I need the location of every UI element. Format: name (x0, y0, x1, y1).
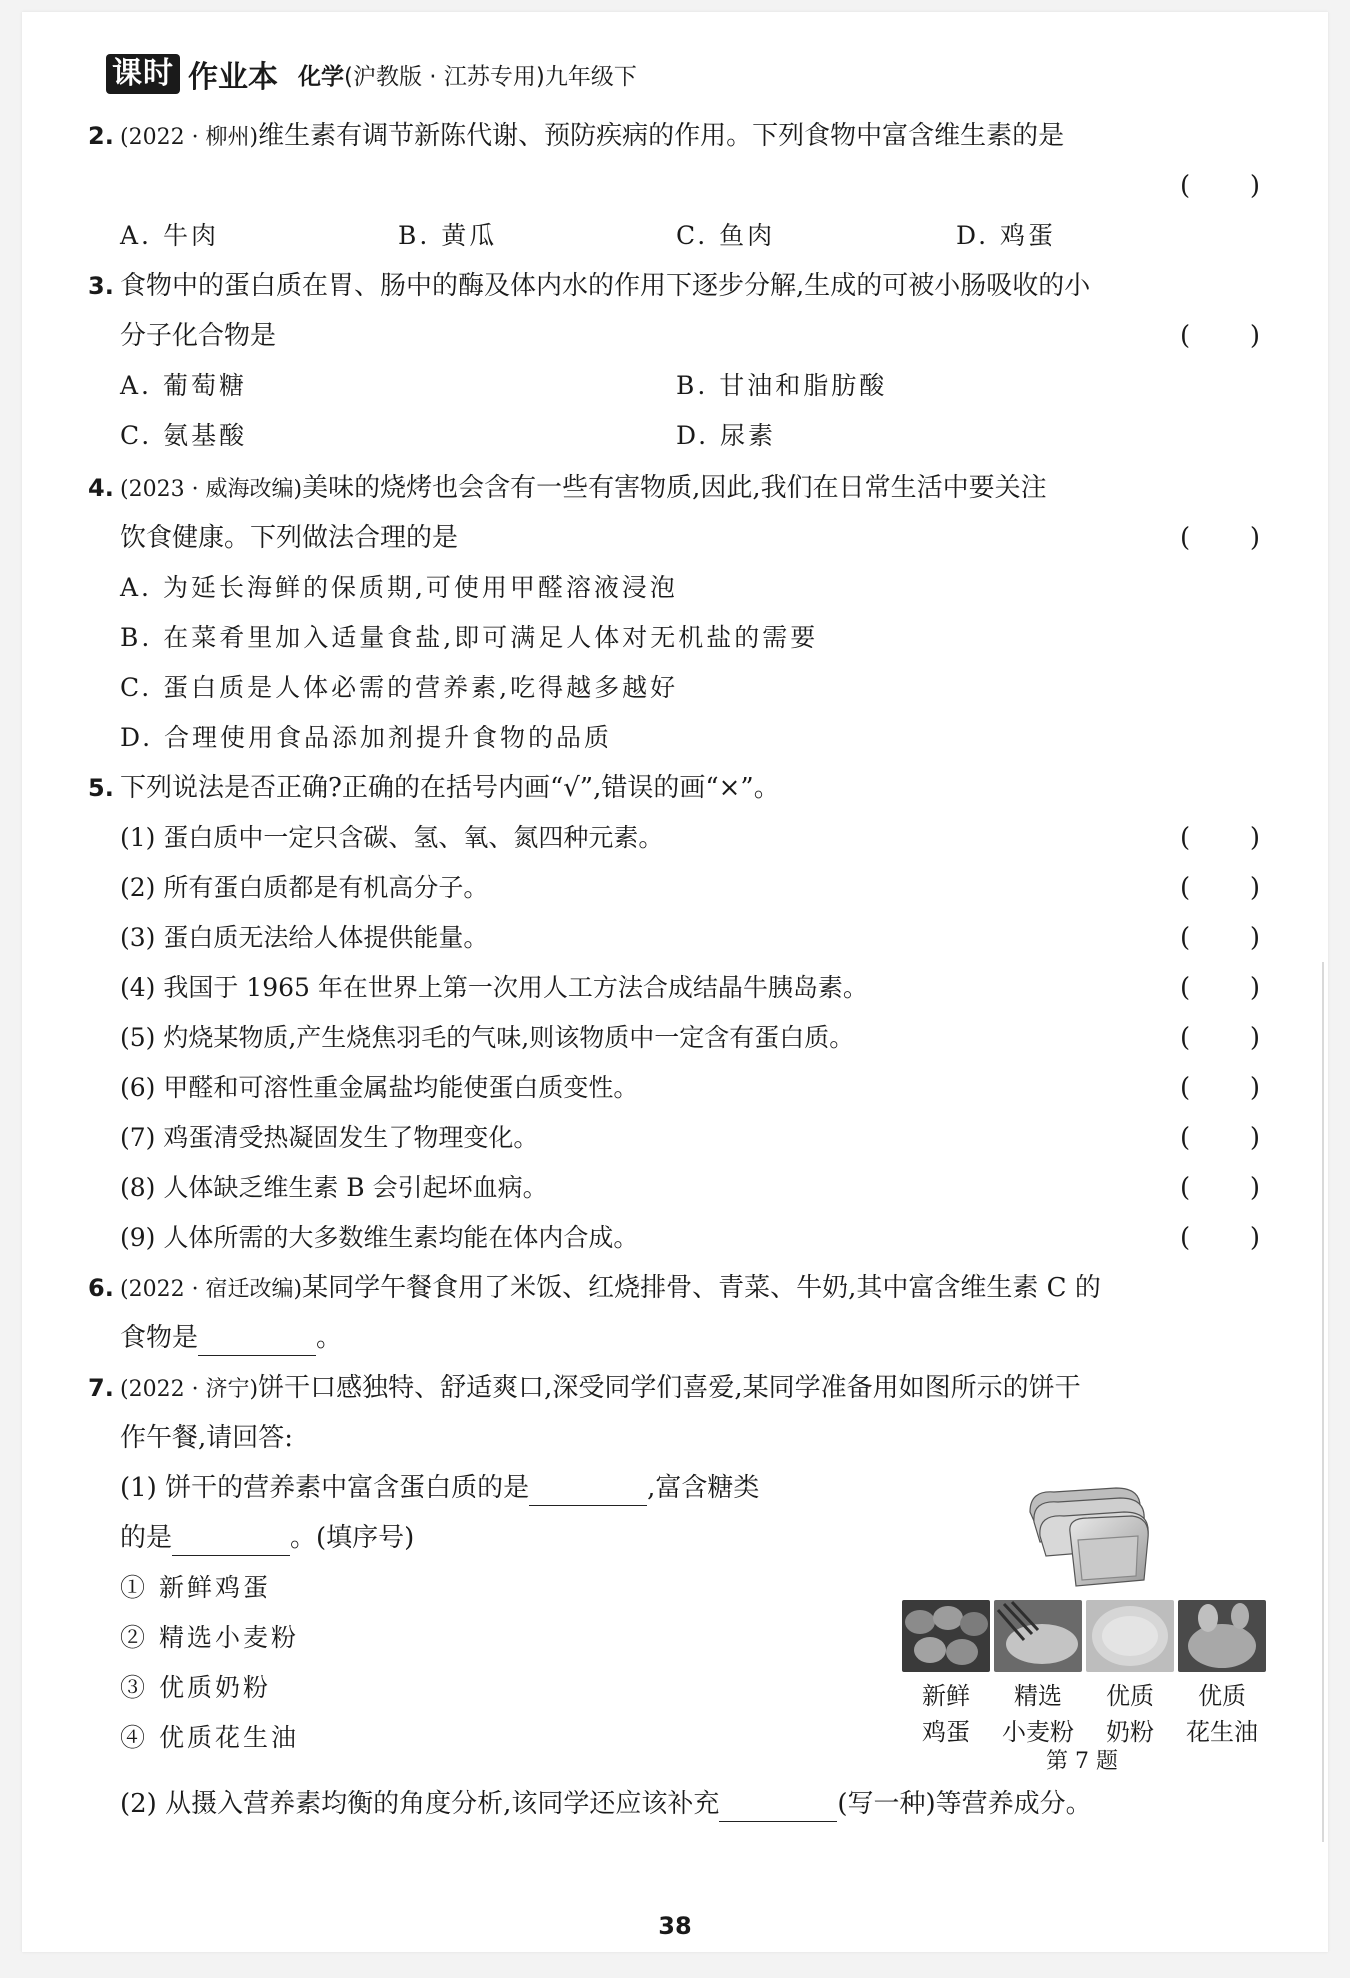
caption-line: 小麦粉 (1002, 1718, 1074, 1746)
paren-right: ) (1249, 1223, 1260, 1253)
answer-blank-protein[interactable] (529, 1475, 647, 1506)
answer-parens[interactable] (1180, 520, 1260, 556)
answer-blank[interactable] (198, 1325, 316, 1356)
sub-question-1-line-1 (120, 1470, 759, 1506)
question-number: 2. (88, 122, 114, 150)
statement-4: (4) 我国于 1965 年在世界上第一次用人工方法合成结晶牛胰岛素。 (120, 973, 868, 1002)
workbook-page (22, 12, 1328, 1952)
paren-right: ) (1249, 923, 1260, 953)
statement-7: (7) 鸡蛋清受热凝固发生了物理变化。 (120, 1123, 539, 1152)
statement-5: (5) 灼烧某物质,产生烧焦羽毛的气味,则该物质中一定含有蛋白质。 (120, 1023, 855, 1052)
question-7-figure (902, 1482, 1262, 1772)
question-stem (120, 118, 1064, 156)
biscuit-stack-image (1024, 1482, 1154, 1592)
caption-milk-powder (1084, 1678, 1176, 1750)
option-b[interactable]: B. 甘油和脂肪酸 (676, 371, 888, 400)
stem-text: 食物是 (120, 1323, 199, 1353)
paren-left: ( (1180, 171, 1191, 201)
logo-boxed-text: 课时 (106, 54, 180, 94)
stem-text: 美味的烧烤也会含有一些有害物质,因此,我们在日常生活中要关注 (302, 473, 1047, 503)
answer-parens[interactable] (1180, 820, 1260, 856)
fresh-eggs-image (902, 1600, 990, 1672)
statement-6: (6) 甲醛和可溶性重金属盐均能使蛋白质变性。 (120, 1073, 639, 1102)
paren-left: ( (1180, 873, 1191, 903)
answer-parens[interactable] (1180, 1220, 1260, 1256)
stem-text: 饼干口感独特、舒适爽口,深受同学们喜爱,某同学准备用如图所示的饼干 (258, 1373, 1081, 1403)
paren-left: ( (1180, 321, 1191, 351)
edition-label: (沪教版 · 江苏专用)九年级下 (344, 63, 637, 90)
page-number: 38 (658, 1912, 692, 1940)
paren-left: ( (1180, 823, 1191, 853)
paren-left: ( (1180, 1023, 1191, 1053)
question-stem-line-2: 分子化合物是 (120, 321, 277, 351)
answer-parens[interactable] (1180, 168, 1260, 204)
paren-right: ) (1249, 873, 1260, 903)
question-stem-line-1: 食物中的蛋白质在胃、肠中的酶及体内水的作用下逐步分解,生成的可被小肠吸收的小 (120, 271, 1091, 301)
answer-parens[interactable] (1180, 1020, 1260, 1056)
paren-right: ) (1249, 1123, 1260, 1153)
statement-2: (2) 所有蛋白质都是有机高分子。 (120, 873, 489, 902)
caption-line: 精选 (1014, 1682, 1062, 1710)
paren-right: ) (1249, 823, 1260, 853)
answer-parens[interactable] (1180, 870, 1260, 906)
stem-text: 。 (316, 1323, 343, 1353)
option-a[interactable]: A. 为延长海鲜的保质期,可使用甲醛溶液浸泡 (120, 573, 678, 602)
answer-parens[interactable] (1180, 1170, 1260, 1206)
paren-right: ) (1249, 1023, 1260, 1053)
page-edge-line (1322, 962, 1324, 1842)
answer-parens[interactable] (1180, 318, 1260, 354)
choice-2: ② 精选小麦粉 (120, 1623, 299, 1652)
stem-text: 某同学午餐食用了米饭、红烧排骨、青菜、牛奶,其中富含维生素 C 的 (302, 1273, 1101, 1303)
stem-text: (写一种)等营养成分。 (837, 1789, 1092, 1819)
stem-text: 。(填序号) (290, 1523, 415, 1553)
caption-line: 优质 (1106, 1682, 1154, 1710)
question-stem-line-1 (120, 1370, 1081, 1408)
choice-4: ④ 优质花生油 (120, 1723, 299, 1752)
question-stem-line-2 (120, 1320, 342, 1356)
caption-line: 新鲜 (922, 1682, 970, 1710)
question-stem-line-1 (120, 1270, 1101, 1308)
answer-parens[interactable] (1180, 970, 1260, 1006)
option-d[interactable]: D. 尿素 (676, 421, 777, 450)
question-number: 7. (88, 1374, 114, 1402)
question-number: 4. (88, 474, 114, 502)
question-stem-line-2: 饮食健康。下列做法合理的是 (120, 523, 459, 553)
stem-text: 的是 (120, 1523, 173, 1553)
sub-question-1-line-2 (120, 1520, 414, 1556)
option-a[interactable]: A. 牛肉 (120, 221, 219, 250)
choice-1: ① 新鲜鸡蛋 (120, 1573, 271, 1602)
question-stem-line-1 (120, 470, 1047, 508)
paren-right: ) (1249, 171, 1260, 201)
stem-text: ,富含糖类 (647, 1473, 760, 1503)
paren-right: ) (1249, 523, 1260, 553)
statement-8: (8) 人体缺乏维生素 B 会引起坏血病。 (120, 1173, 548, 1202)
wheat-flour-image (994, 1600, 1082, 1672)
caption-eggs (900, 1678, 992, 1750)
caption-flour (992, 1678, 1084, 1750)
question-number: 6. (88, 1274, 114, 1302)
stem-text: (1) 饼干的营养素中富含蛋白质的是 (120, 1473, 530, 1503)
option-b[interactable]: B. 在菜肴里加入适量食盐,即可满足人体对无机盐的需要 (120, 623, 819, 652)
book-logo (106, 54, 278, 94)
peanut-oil-image (1178, 1600, 1266, 1672)
option-c[interactable]: C. 蛋白质是人体必需的营养素,吃得越多越好 (120, 673, 679, 702)
caption-peanut-oil (1176, 1678, 1268, 1750)
answer-blank-nutrient[interactable] (719, 1791, 837, 1822)
answer-blank-carbohydrate[interactable] (172, 1525, 290, 1556)
paren-left: ( (1180, 1123, 1191, 1153)
answer-parens[interactable] (1180, 1070, 1260, 1106)
paren-left: ( (1180, 923, 1191, 953)
answer-parens[interactable] (1180, 1120, 1260, 1156)
option-b[interactable]: B. 黄瓜 (398, 221, 498, 250)
caption-line: 奶粉 (1106, 1718, 1154, 1746)
question-source: (2022 · 宿迁改编) (120, 1277, 303, 1302)
caption-line: 鸡蛋 (922, 1718, 970, 1746)
subject-label (298, 58, 637, 91)
paren-right: ) (1249, 1173, 1260, 1203)
paren-right: ) (1249, 321, 1260, 351)
question-number: 5. (88, 774, 114, 802)
logo-text: 作业本 (188, 60, 278, 95)
answer-parens[interactable] (1180, 920, 1260, 956)
option-d[interactable]: D. 鸡蛋 (956, 221, 1057, 250)
option-c[interactable]: C. 氨基酸 (120, 421, 248, 450)
paren-right: ) (1249, 973, 1260, 1003)
paren-left: ( (1180, 1173, 1191, 1203)
caption-line: 优质 (1198, 1682, 1246, 1710)
paren-left: ( (1180, 1223, 1191, 1253)
caption-line: 花生油 (1186, 1718, 1258, 1746)
stem-text: 维生素有调节新陈代谢、预防疾病的作用。下列食物中富含维生素的是 (258, 121, 1065, 151)
statement-1: (1) 蛋白质中一定只含碳、氢、氧、氮四种元素。 (120, 823, 664, 852)
paren-left: ( (1180, 523, 1191, 553)
figure-label: 第 7 题 (1046, 1749, 1118, 1774)
choice-3: ③ 优质奶粉 (120, 1673, 271, 1702)
statement-3: (3) 蛋白质无法给人体提供能量。 (120, 923, 489, 952)
option-c[interactable]: C. 鱼肉 (676, 221, 776, 250)
sub-question-2 (120, 1786, 1092, 1822)
paren-left: ( (1180, 1073, 1191, 1103)
statement-9: (9) 人体所需的大多数维生素均能在体内合成。 (120, 1223, 639, 1252)
option-a[interactable]: A. 葡萄糖 (120, 371, 247, 400)
stem-text: (2) 从摄入营养素均衡的角度分析,该同学还应该补充 (120, 1789, 720, 1819)
question-source: (2022 · 济宁) (120, 1377, 259, 1402)
question-source: (2022 · 柳州) (120, 125, 259, 150)
question-number: 3. (88, 272, 114, 300)
paren-right: ) (1249, 1073, 1260, 1103)
question-stem-line-2: 作午餐,请回答: (120, 1423, 294, 1453)
option-d[interactable]: D. 合理使用食品添加剂提升食物的品质 (120, 723, 613, 752)
question-source: (2023 · 威海改编) (120, 477, 303, 502)
page-header (106, 52, 637, 96)
paren-left: ( (1180, 973, 1191, 1003)
milk-powder-image (1086, 1600, 1174, 1672)
question-stem: 下列说法是否正确?正确的在括号内画“√”,错误的画“×”。 (120, 773, 780, 803)
subject-name: 化学 (298, 63, 344, 90)
